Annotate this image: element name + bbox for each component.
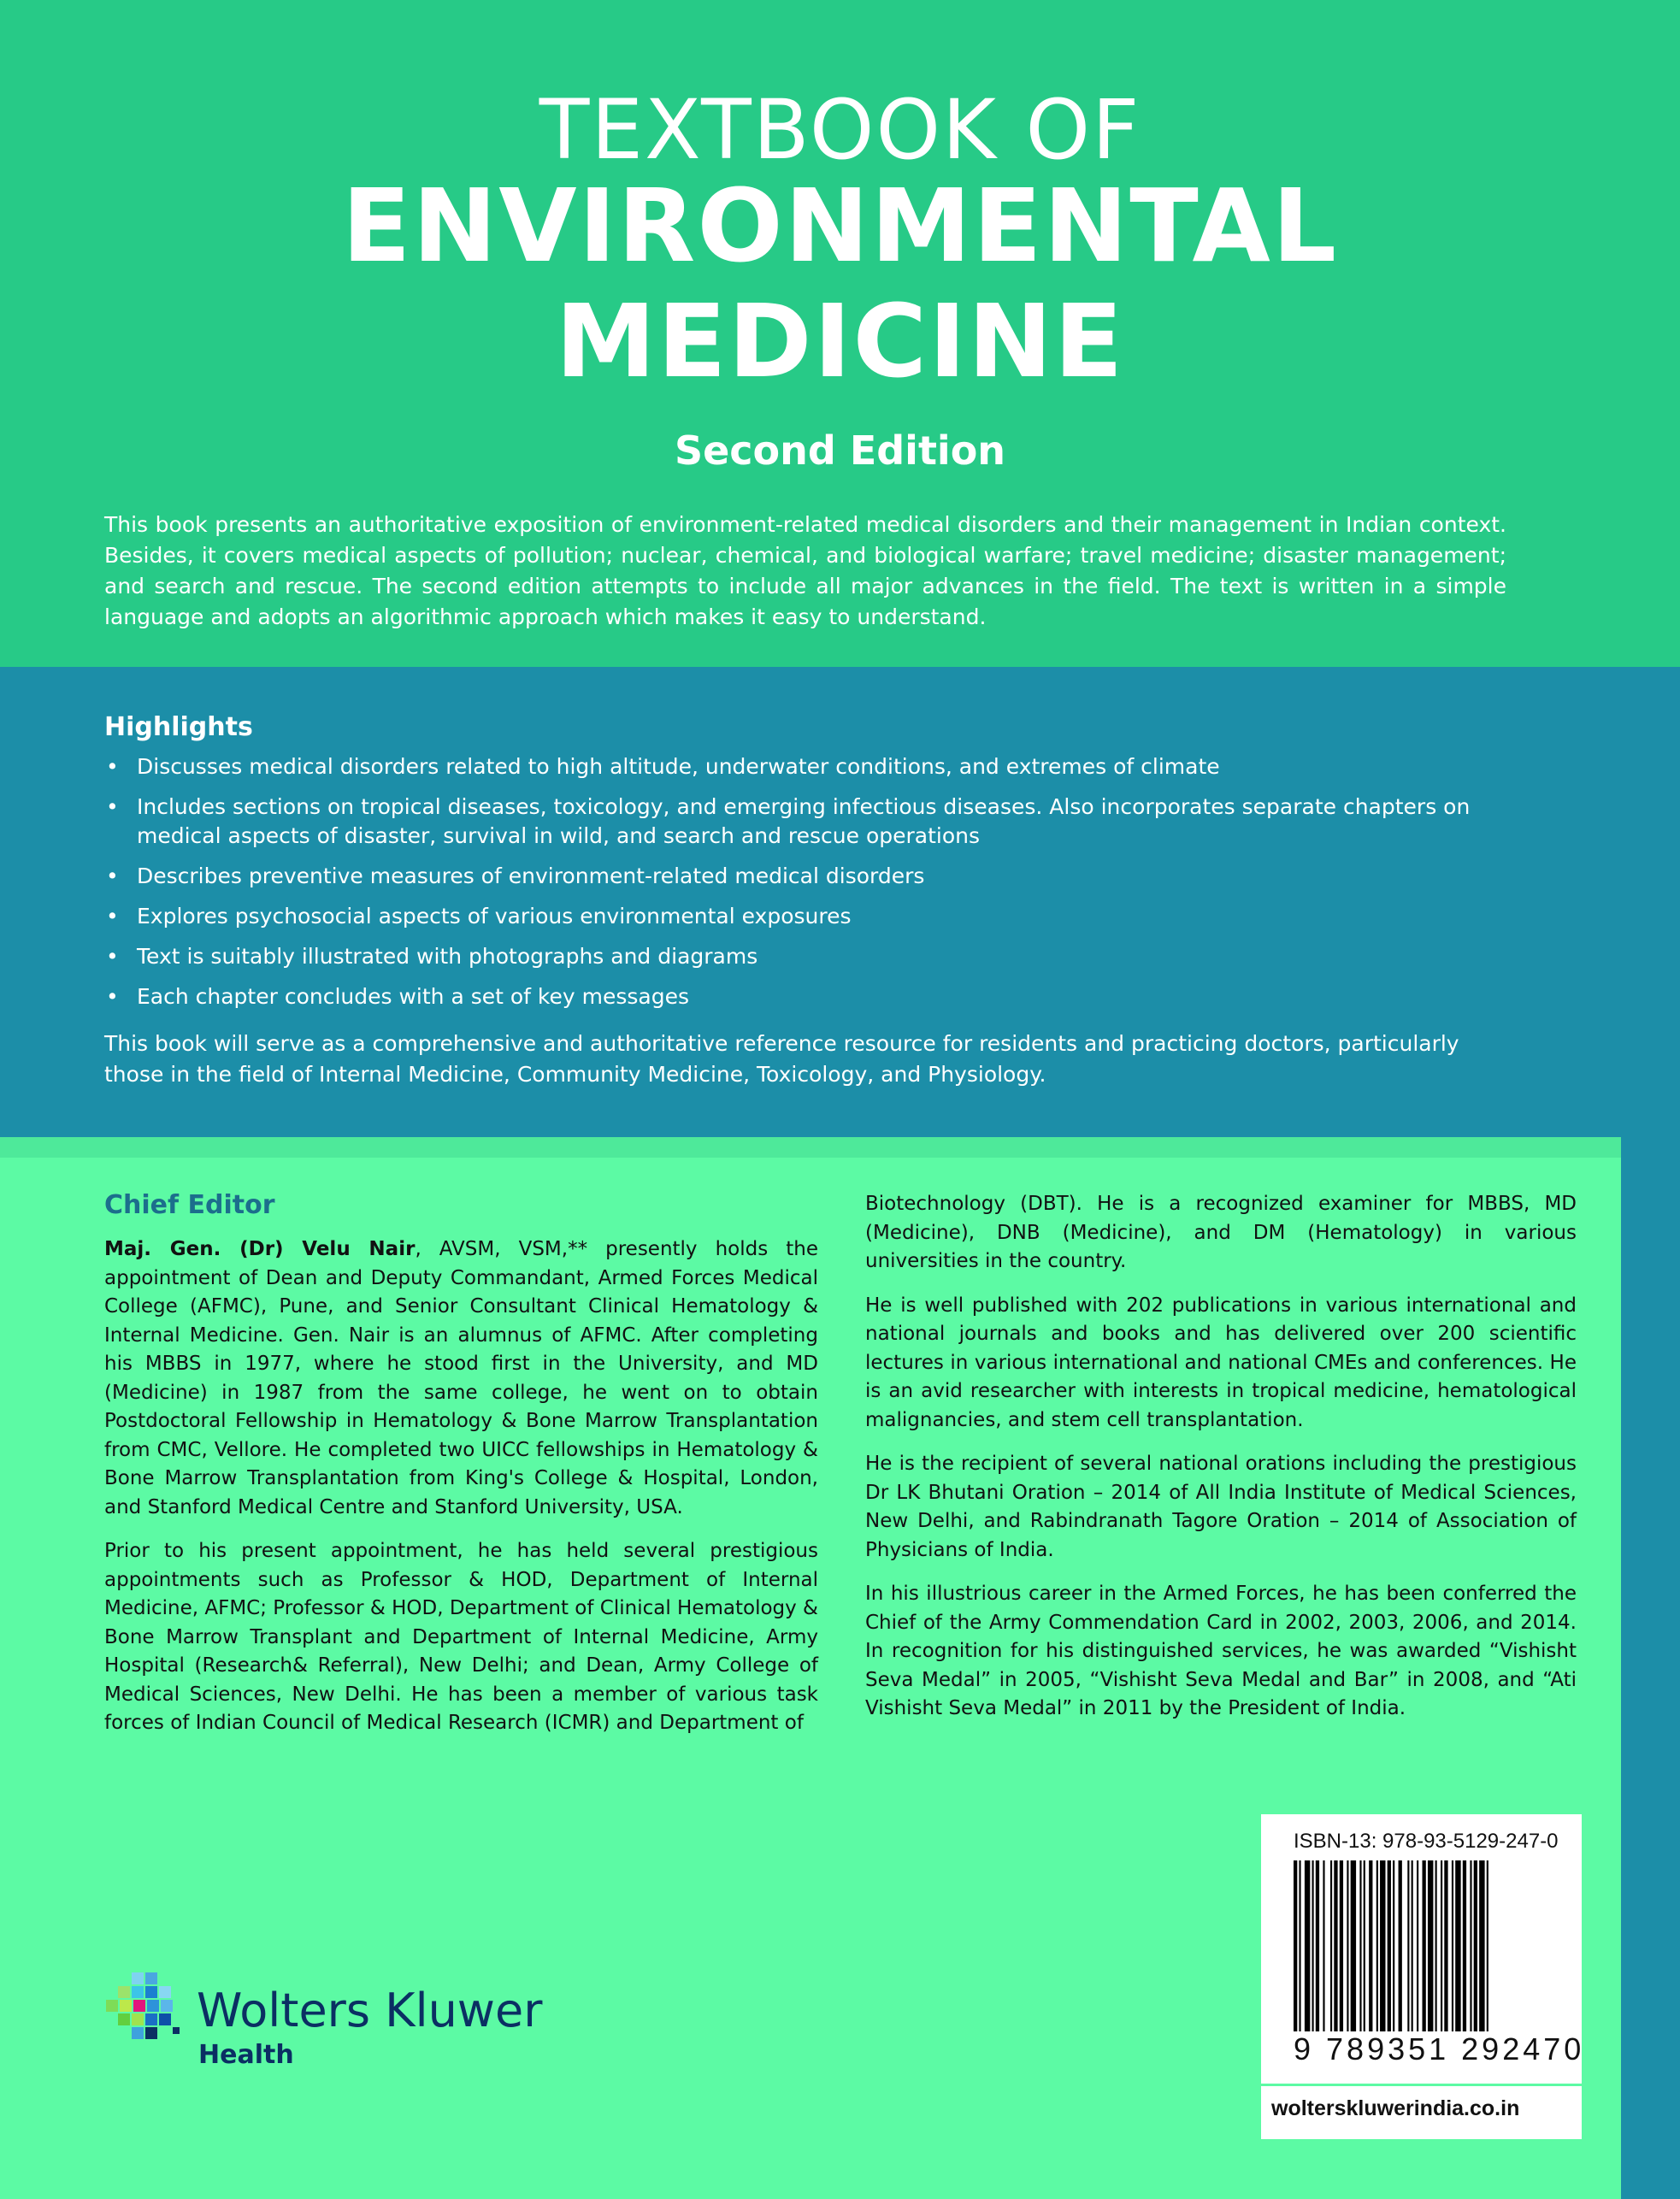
highlight-item: • Each chapter concludes with a set of key messages [104, 982, 1472, 1011]
barcode-icon [1294, 1860, 1567, 2031]
barcode-bar [1412, 1860, 1413, 2031]
barcode-bar [1380, 1860, 1385, 2031]
highlights-summary: This book will serve as a comprehensive and authoritative reference resource for residents and practicing doctors, particularly those in the field of Internal Medicine, Community Medicine, Toxicology, and Physiology. [104, 1031, 1459, 1087]
bullet-icon: • [106, 794, 119, 819]
barcode-bar [1452, 1860, 1453, 2031]
barcode-bar [1479, 1860, 1484, 2031]
bullet-icon: • [106, 864, 119, 888]
editor-bio-column-left [104, 1235, 818, 1754]
title-line-3: MEDICINE [555, 282, 1125, 400]
editor-bio-paragraph: Biotechnology (DBT). He is a recognized examiner for MBBS, MD (Medicine), DNB (Medicine), and DM (Hematology) in various universities in the country. [865, 1193, 1577, 1272]
editor-name: Maj. Gen. (Dr) Velu Nair [104, 1238, 416, 1260]
barcode-bar [1305, 1860, 1310, 2031]
barcode-bar [1417, 1860, 1418, 2031]
bullet-icon: • [106, 984, 119, 1009]
barcode-bar [1323, 1860, 1324, 2031]
bullet-icon: • [106, 944, 119, 969]
wolters-kluwer-logo-icon [104, 1971, 183, 2049]
barcode-bar [1428, 1860, 1433, 2031]
barcode-bar [1444, 1860, 1447, 2031]
highlight-item: • Explores psychosocial aspects of various environmental exposures [104, 902, 1472, 931]
barcode-bar [1347, 1860, 1348, 2031]
highlight-item: • Text is suitably illustrated with photographs and diagrams [104, 942, 1472, 971]
bullet-icon: • [106, 754, 119, 779]
barcode-bar [1359, 1860, 1361, 2031]
barcode-bar [1299, 1860, 1300, 2031]
barcode-bar [1388, 1860, 1391, 2031]
isbn-label: ISBN-13: 978-93-5129-247-0 [1294, 1830, 1559, 1853]
editor-bio-column-right [865, 1190, 1577, 1739]
editor-bio-paragraph: He is the recipient of several national orations including the prestigious Dr LK Bhutani Oration – 2014 of All India Institute of Medical Sciences, New Delhi, and Rabindranath Tagore Oration – 2014 of Association of Physicians of India. [865, 1453, 1577, 1561]
barcode-bar [1487, 1860, 1488, 2031]
publisher-name: Wolters Kluwer [197, 1984, 543, 2037]
editor-bio-paragraph: Prior to his present appointment, he has held several prestigious appointments such as Professor & HOD, Department of Internal Medicine, AFMC; Professor & HOD, Department of Clinical Hematology & Bone Marrow Transplant and Department of Internal Medicine, Army Hospital (Research& Referral), New Delhi; and Dean, Army College of Medical Sciences, New Delhi. He has been a member of various task forces of Indian Council of Medical Research (ICMR) and Department of [104, 1540, 818, 1734]
barcode-bar [1334, 1860, 1337, 2031]
editor-panel-top-stripe [0, 1137, 1621, 1158]
barcode-bar [1455, 1860, 1460, 2031]
editor-bio-paragraph: He is well published with 202 publications in various international and national journals and books and has delivered over 200 scientific lectures in various international and national CMEs and conferences. He is an avid researcher with interests in tropical medicine, hematological malignancies, and stem cell transplantation. [865, 1294, 1577, 1431]
barcode-bar [1470, 1860, 1471, 2031]
barcode-bar [1351, 1860, 1356, 2031]
barcode-bar [1312, 1860, 1314, 2031]
barcode-bar [1316, 1860, 1319, 2031]
publisher-division: Health [198, 2040, 294, 2070]
barcode-bar [1376, 1860, 1378, 2031]
barcode-bar [1463, 1860, 1466, 2031]
barcode-bar [1423, 1860, 1426, 2031]
editor-bio-paragraph: In his illustrious career in the Armed Forces, he has been conferred the Chief of the Army Commendation Card in 2002, 2003, 2006, and 2014. In recognition for his distinguished services, he was awarded “Vishisht Seva Medal” in 2005, “Vishisht Seva Medal and Bar” in 2008, and “Ati Vishisht Seva Medal” in 2011 by the President of India. [865, 1583, 1577, 1719]
intro-paragraph: This book presents an authoritative exposition of environment-related medical disorders and their management in Indian context. Besides, it covers medical aspects of pollution; nuclear, chemical, and biological warfare; travel medicine; disaster management; and search and rescue. The second edition attempts to include all major advances in the field. The text is written in a simple language and adopts an algorithmic approach which makes it easy to understand. [104, 512, 1506, 629]
isbn-barcode-box [1261, 1814, 1585, 2084]
barcode-bar [1393, 1860, 1394, 2031]
title-line-2: ENVIRONMENTAL [341, 167, 1339, 285]
barcode-bar [1340, 1860, 1343, 2031]
publisher-website: wolterskluwerindia.co.in [1261, 2086, 1582, 2139]
barcode-bar [1364, 1860, 1365, 2031]
barcode-bar [1474, 1860, 1477, 2031]
barcode-number: 9 789351 292470 [1294, 2031, 1585, 2066]
bullet-icon: • [106, 904, 119, 929]
barcode-bar [1441, 1860, 1442, 2031]
chief-editor-heading: Chief Editor [104, 1190, 275, 1220]
barcode-bar [1407, 1860, 1409, 2031]
editor-panel-edge [1621, 1137, 1680, 2199]
highlight-item: • Includes sections on tropical diseases, toxicology, and emerging infectious diseases. Also incorporates separate chapters on medical aspects of disaster, survival in wild, and search and rescue operations [106, 794, 1471, 848]
edition-label: Second Edition [674, 427, 1006, 474]
barcode-bar [1369, 1860, 1372, 2031]
highlight-item: • Describes preventive measures of environment-related medical disorders [104, 862, 1472, 891]
barcode-bar [1294, 1860, 1297, 2031]
highlights-list [104, 752, 1472, 1023]
barcode-bar [1435, 1860, 1437, 2031]
barcode-bar [1399, 1860, 1402, 2031]
editor-bio-paragraph: Maj. Gen. (Dr) Velu Nair, AVSM, VSM,** presently holds the appointment of Dean and Deputy Commandant, Armed Forces Medical College (AFMC), Pune, and Senior Consultant Clinical Hematology & Internal Medicine. Gen. Nair is an alumnus of AFMC. After completing his MBBS in 1977, where he stood first in the University, and MD (Medicine) in 1987 from the same college, he went on to obtain Postdoctoral Fellowship in Hematology & Bone Marrow Transplantation from CMC, Vellore. He completed two UICC fellowships in Hematology & Bone Marrow Transplantation from King's College & Hospital, London, and Stanford Medical Centre and Stanford University, USA. [104, 1238, 818, 1518]
barcode-bar [1330, 1860, 1332, 2031]
highlight-item: • Discusses medical disorders related to high altitude, underwater conditions, and extremes of climate [104, 752, 1472, 781]
title-line-1: TEXTBOOK OF [539, 82, 1141, 178]
highlights-heading: Highlights [104, 712, 253, 742]
